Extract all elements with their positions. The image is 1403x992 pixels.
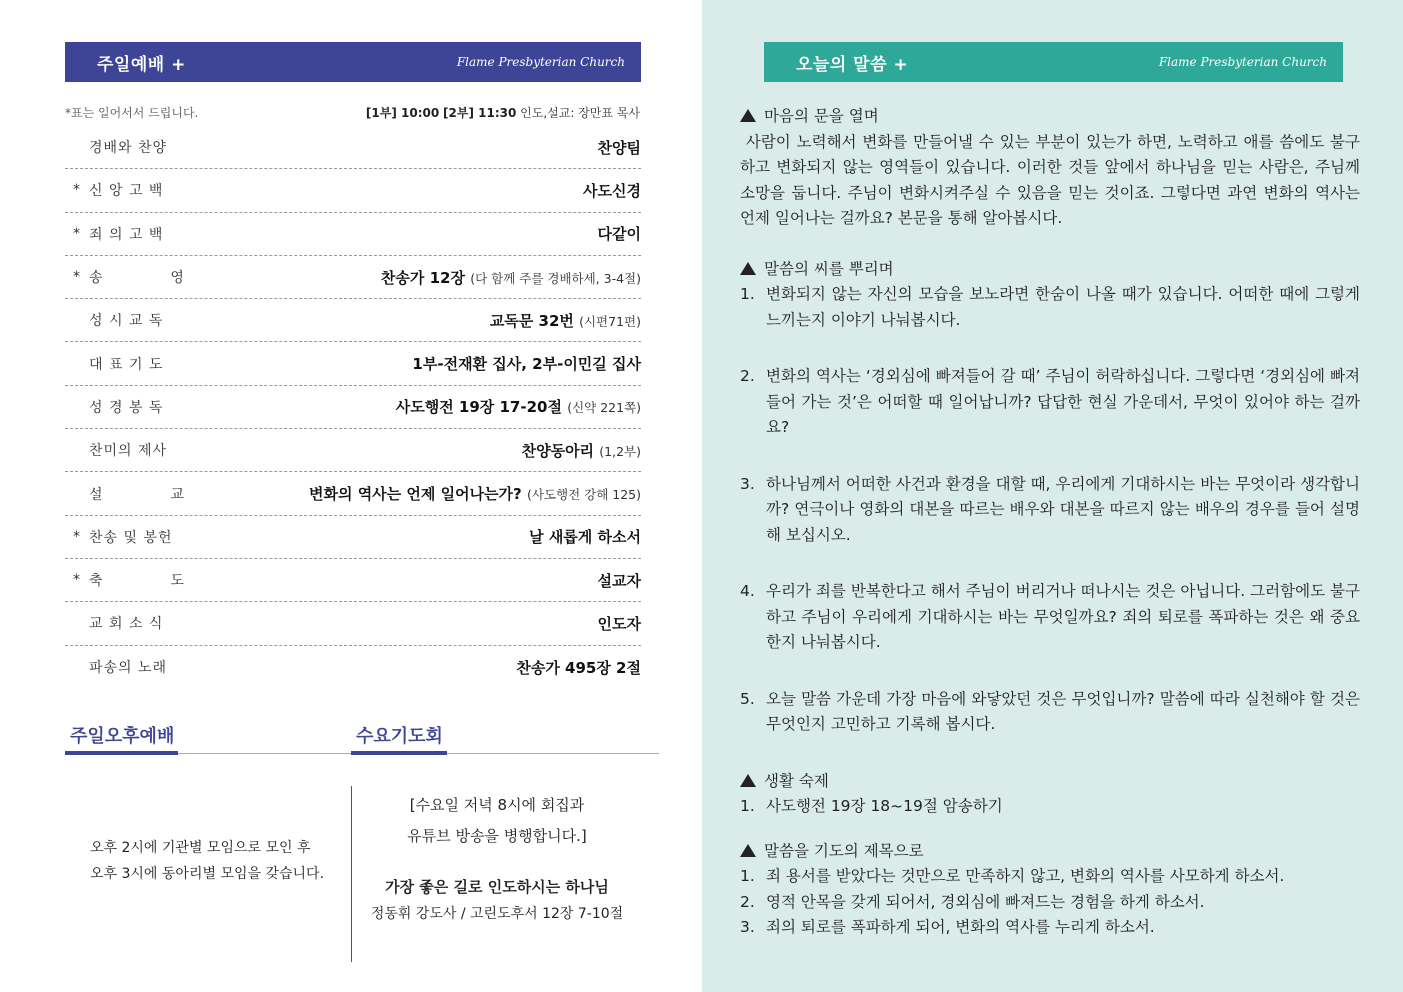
heading-underline	[65, 751, 178, 755]
order-item-name: 찬미의 제사	[89, 443, 168, 460]
homework-number: 1.	[740, 797, 755, 815]
section-heading	[740, 257, 1360, 283]
order-item-value: 찬송가 12장	[380, 268, 465, 287]
pyramid-icon	[740, 774, 756, 787]
order-item-name: 성 시 교 독	[89, 313, 164, 330]
section-heading	[740, 839, 1360, 865]
prayer-text: 영적 안목을 갖게 되어서, 경외심에 빠져드는 경험을 하게 하소서.	[766, 892, 1205, 911]
wednesday-line: [수요일 저녁 8시에 회집과	[409, 796, 585, 814]
order-item-value: 찬송가 495장 2절	[516, 658, 641, 677]
homework-text: 사도행전 19장 18~19절 암송하기	[766, 797, 1003, 815]
service-leader: 인도,설교: 장만표 목사	[520, 106, 640, 120]
order-row	[65, 169, 641, 212]
order-item-value: 1부-전재환 집사, 2부-이민길 집사	[412, 355, 641, 374]
section-heading-text: 말씀의 씨를 뿌리며	[764, 259, 894, 278]
order-item-detail: (시편71편)	[579, 313, 641, 329]
question-number: 2.	[740, 367, 755, 385]
order-item-value: 날 새롭게 하소서	[529, 528, 641, 547]
order-item-detail: (다 함께 주를 경배하세, 3-4절)	[470, 270, 641, 286]
order-row	[65, 646, 641, 689]
order-item-name: 교 회 소 식	[89, 616, 164, 633]
pyramid-icon	[740, 109, 756, 122]
afternoon-line: 오후 3시에 동아리별 모임을 갖습니다.	[90, 866, 325, 882]
heading-underline	[351, 751, 447, 755]
prayer-number: 1.	[740, 867, 755, 885]
church-name: Flame Presbyterian Church	[1158, 55, 1327, 69]
order-row	[65, 429, 641, 472]
order-item-name: 찬송 및 봉헌	[89, 529, 173, 546]
pyramid-icon	[740, 262, 756, 275]
question-number: 3.	[740, 474, 755, 493]
standing-mark: *	[73, 572, 80, 589]
order-row	[65, 299, 641, 342]
wednesday-sermon	[352, 874, 642, 928]
prayer-text: 죄의 퇴로를 폭파하게 되어, 변화의 역사를 누리게 하소서.	[766, 918, 1155, 936]
order-item-detail: (1,2부)	[599, 443, 641, 459]
prayer-item	[740, 915, 1360, 941]
prayer-number: 2.	[740, 892, 755, 911]
order-item-name: 죄 의 고 백	[89, 226, 164, 243]
order-item-value: 찬양팀	[597, 138, 641, 157]
afternoon-service-heading: 주일오후예배	[70, 726, 175, 747]
section-heading	[740, 769, 1360, 795]
order-item-value: 인도자	[597, 614, 641, 633]
sunday-worship-banner	[65, 42, 641, 82]
service-times	[366, 104, 640, 121]
intro-text: 사람이 노력해서 변화를 만들어낼 수 있는 부분이 있는가 하면, 노력하고 애를 씀에도 불구하고 변화되지 않는 영역들이 있습니다. 이러한 것들 앞에서 하나님을 믿는 사람은, 주님께 소망을 둡니다. 주님이 변화시켜주실 수 있음을 믿는 것이죠. 그렇다면 과연 변화의 역사는 언제 일어나는 걸까요? 본문을 통해 알아봅시다.	[740, 132, 1360, 227]
question-number: 4.	[740, 582, 755, 600]
order-row	[65, 342, 641, 385]
question-number: 1.	[740, 285, 755, 303]
order-item-name: 축 도	[89, 573, 185, 590]
intro-paragraph	[740, 130, 1360, 232]
pyramid-icon	[740, 844, 756, 857]
order-item-name: 경배와 찬양	[89, 140, 168, 157]
order-item-value: 설교자	[597, 571, 641, 590]
todays-word-banner	[764, 42, 1343, 82]
section-heading-text: 생활 숙제	[764, 771, 829, 790]
sunday-worship-title: 주일예배 +	[97, 54, 186, 75]
todays-word-title: 오늘의 말씀 +	[796, 54, 909, 75]
question-text: 오늘 말씀 가운데 가장 마음에 와닿았던 것은 무엇입니까? 말씀에 따라 실천해야 할 것은 무엇인지 고민하고 기록해 봅시다.	[766, 689, 1360, 733]
order-row	[65, 256, 641, 299]
question-item	[740, 364, 1360, 441]
order-item-name: 송 영	[89, 270, 185, 287]
order-item-value: 교독문 32번	[489, 311, 574, 330]
service-time-1: [1부] 10:00	[365, 106, 440, 120]
order-item-value: 변화의 역사는 언제 일어나는가?	[309, 485, 522, 504]
wednesday-prayer-heading: 수요기도회	[356, 726, 443, 747]
order-item-value: 사도신경	[583, 181, 641, 200]
standing-mark: *	[73, 182, 80, 199]
homework-item	[740, 794, 1360, 820]
order-item-name: 대 표 기 도	[89, 356, 164, 373]
service-time-2: [2부] 11:30	[443, 106, 517, 120]
order-item-name: 신 앙 고 백	[89, 183, 164, 200]
question-item	[740, 687, 1360, 738]
order-item-name: 파송의 노래	[89, 660, 168, 677]
question-item	[740, 282, 1360, 333]
order-item-detail: (신약 221쪽)	[567, 400, 641, 416]
order-row	[65, 516, 641, 559]
order-item-name: 설 교	[89, 486, 185, 503]
prayer-item	[740, 864, 1360, 890]
standing-mark: *	[73, 528, 80, 545]
prayer-number: 3.	[740, 918, 755, 936]
question-text: 하나님께서 어떠한 사건과 환경을 대할 때, 우리에게 기대하시는 바는 무엇이라 생각합니까? 연극이나 영화의 대본을 따르는 배우와 대본을 따르지 않는 배우의 경우를 들어 설명해 보십시오.	[766, 474, 1360, 544]
standing-mark: *	[73, 225, 80, 242]
order-item-value: 사도행전 19장 17-20절	[395, 398, 562, 417]
section-heading	[740, 104, 1360, 130]
church-name: Flame Presbyterian Church	[456, 55, 625, 69]
order-row	[65, 559, 641, 602]
question-item	[740, 472, 1360, 549]
afternoon-service-info	[90, 835, 324, 887]
wednesday-notice	[352, 790, 642, 852]
wednesday-sermon-ref: 정동휘 강도사 / 고린도후서 12장 7-10절	[370, 906, 624, 922]
afternoon-line: 오후 2시에 기관별 모임으로 모인 후	[90, 840, 311, 856]
question-text: 우리가 죄를 반복한다고 해서 주님이 버리거나 떠나시는 것은 아닙니다. 그러함에도 불구하고 주님이 우리에게 기대하시는 바는 무엇일까요? 죄의 퇴로를 폭파하는 것은 왜 중요한지 나눠봅시다.	[766, 582, 1360, 651]
question-text: 변화의 역사는 ‘경외심에 빠져들어 갈 때’ 주님이 허락하십니다. 그렇다면 ‘경외심에 빠져들어 가는 것’은 어떠할 때 일어납니까? 답답한 현실 가운데서, 무엇이 있어야 하는 걸까요?	[766, 367, 1360, 436]
order-of-worship	[65, 126, 641, 689]
question-text: 변화되지 않는 자신의 모습을 보노라면 한숨이 나올 때가 있습니다. 어떠한 때에 그렇게 느끼는지 이야기 나눠봅시다.	[766, 285, 1360, 329]
order-item-detail: (사도행전 강해 125)	[526, 487, 641, 503]
order-row	[65, 126, 641, 169]
prayer-item	[740, 890, 1360, 916]
order-row	[65, 213, 641, 256]
question-number: 5.	[740, 689, 755, 708]
todays-word-content	[740, 104, 1360, 941]
order-row	[65, 602, 641, 645]
standing-note: *표는 일어서서 드립니다.	[65, 106, 199, 120]
order-row	[65, 472, 641, 515]
question-item	[740, 579, 1360, 656]
order-row	[65, 386, 641, 429]
standing-mark: *	[73, 269, 80, 286]
wednesday-sermon-title: 가장 좋은 길로 인도하시는 하나님	[385, 878, 609, 896]
wednesday-line: 유튜브 방송을 병행합니다.]	[407, 827, 587, 845]
order-item-value: 찬양동아리	[521, 441, 595, 460]
order-item-value: 다같이	[597, 225, 641, 244]
order-item-name: 성 경 봉 독	[89, 399, 164, 416]
prayer-text: 죄 용서를 받았다는 것만으로 만족하지 않고, 변화의 역사를 사모하게 하소서.	[766, 867, 1285, 885]
section-heading-text: 말씀을 기도의 제목으로	[764, 841, 924, 860]
section-heading-text: 마음의 문을 열며	[764, 107, 879, 125]
